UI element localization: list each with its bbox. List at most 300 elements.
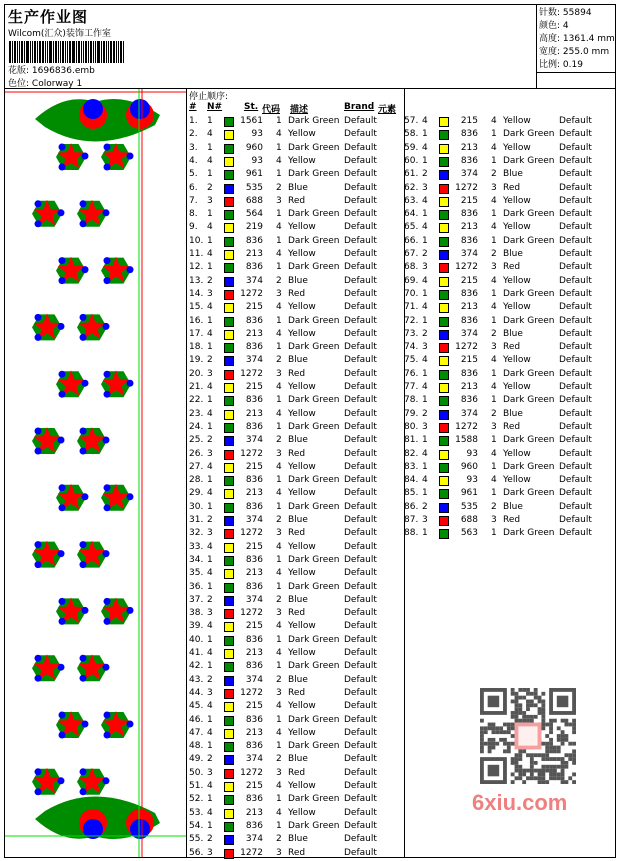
table-row — [404, 315, 616, 328]
needle-number: 4 — [422, 116, 428, 126]
row-index: 86. — [404, 501, 419, 512]
color-swatch — [439, 250, 449, 260]
color-swatch — [439, 476, 449, 486]
needle-number: 1 — [422, 235, 428, 246]
color-description: Yellow — [503, 275, 531, 286]
table-row — [404, 434, 616, 447]
table-row — [189, 115, 401, 128]
needle-number: 2 — [422, 328, 428, 339]
color-description: Red — [288, 687, 306, 698]
stitch-count: 213 — [245, 328, 263, 339]
stitch-count: 836 — [460, 129, 478, 140]
table-row — [404, 288, 616, 301]
row-index: 82. — [404, 448, 419, 459]
needle-number: 3 — [207, 288, 213, 299]
needle-number: 4 — [207, 781, 213, 791]
table-row — [404, 195, 616, 208]
needle-number: 1 — [207, 116, 213, 126]
color-code: 3 — [276, 528, 282, 539]
needle-number: 4 — [207, 648, 213, 658]
color-code: 2 — [276, 355, 282, 366]
row-index: 60. — [404, 155, 419, 166]
color-code: 3 — [276, 687, 282, 698]
stitch-count: 961 — [245, 169, 263, 180]
stitches-info: 针数: 55894 — [539, 8, 592, 18]
needle-number: 1 — [207, 820, 213, 831]
color-swatch — [224, 543, 234, 553]
color-description: Red — [288, 368, 306, 379]
table-row — [189, 541, 401, 554]
brand: Default — [344, 382, 377, 392]
brand: Default — [559, 461, 592, 472]
brand: Default — [559, 408, 592, 419]
color-swatch — [439, 450, 449, 460]
color-description: Yellow — [288, 701, 316, 712]
color-swatch — [224, 343, 234, 353]
color-swatch — [224, 277, 234, 287]
needle-number: 4 — [207, 155, 213, 166]
color-description: Red — [288, 847, 306, 858]
stitch-count: 215 — [245, 701, 263, 712]
stitch-count: 836 — [245, 794, 263, 805]
color-description: Yellow — [288, 155, 316, 166]
brand: Default — [344, 488, 377, 499]
color-code: 2 — [276, 515, 282, 525]
stitch-count: 836 — [245, 421, 263, 432]
needle-number: 4 — [207, 129, 213, 140]
stitch-count: 836 — [245, 262, 263, 273]
row-index: 5. — [189, 169, 198, 180]
color-description: Dark Green — [503, 209, 555, 220]
needle-number: 2 — [422, 501, 428, 512]
row-index: 66. — [404, 235, 419, 246]
color-swatch — [224, 702, 234, 712]
color-code: 1 — [491, 435, 497, 446]
color-code: 2 — [276, 594, 282, 605]
color-swatch — [439, 277, 449, 287]
color-description: Blue — [503, 408, 523, 419]
color-description: Dark Green — [288, 581, 340, 592]
color-code: 1 — [491, 368, 497, 379]
color-description: Yellow — [288, 807, 316, 818]
row-index: 50. — [189, 767, 204, 778]
stitch-count: 1272 — [240, 288, 263, 299]
color-description: Yellow — [503, 142, 531, 153]
watermark-qr — [470, 680, 588, 820]
needle-number: 4 — [422, 222, 428, 233]
stitch-count: 1272 — [455, 421, 478, 432]
table-row — [189, 740, 401, 753]
color-description: Red — [288, 608, 306, 619]
color-description: Yellow — [288, 302, 316, 313]
needle-number: 2 — [207, 754, 213, 765]
needle-number: 1 — [422, 155, 428, 166]
brand: Default — [559, 328, 592, 339]
row-index: 35. — [189, 568, 204, 579]
table-row — [404, 527, 616, 540]
color-code: 3 — [491, 262, 497, 273]
table-row — [189, 714, 401, 727]
row-index: 13. — [189, 275, 204, 286]
row-index: 84. — [404, 475, 419, 486]
needle-number: 1 — [422, 461, 428, 472]
brand: Default — [344, 794, 377, 805]
stitch-count: 836 — [245, 581, 263, 592]
stitch-count: 213 — [460, 222, 478, 233]
color-swatch — [224, 370, 234, 380]
brand: Default — [344, 701, 377, 712]
color-code: 1 — [276, 820, 282, 831]
color-code: 1 — [276, 342, 282, 353]
color-description: Red — [503, 262, 521, 273]
stitch-count: 564 — [245, 209, 263, 220]
row-index: 51. — [189, 781, 204, 791]
color-description: Dark Green — [288, 661, 340, 672]
brand: Default — [559, 421, 592, 432]
brand: Default — [344, 515, 377, 525]
needle-number: 3 — [422, 515, 428, 525]
stitch-count: 215 — [460, 116, 478, 126]
color-description: Dark Green — [503, 395, 555, 406]
table-row — [404, 142, 616, 155]
col-header-index: # — [189, 102, 197, 112]
needle-number: 1 — [207, 475, 213, 486]
needle-number: 2 — [207, 435, 213, 446]
table-row — [189, 301, 401, 314]
color-code: 4 — [491, 475, 497, 486]
table-row — [189, 820, 401, 833]
needle-number: 2 — [422, 249, 428, 259]
row-index: 3. — [189, 142, 198, 153]
table-row — [189, 341, 401, 354]
table-row — [189, 807, 401, 820]
brand: Default — [344, 767, 377, 778]
color-swatch — [439, 223, 449, 233]
color-description: Yellow — [503, 355, 531, 366]
color-code: 1 — [491, 461, 497, 472]
brand: Default — [344, 395, 377, 406]
color-swatch — [224, 649, 234, 659]
brand: Default — [344, 687, 377, 698]
brand: Default — [344, 222, 377, 233]
table-row — [189, 660, 401, 673]
color-description: Dark Green — [288, 501, 340, 512]
table-row — [189, 275, 401, 288]
col-header-description: 描述 — [290, 105, 309, 115]
needle-number: 3 — [207, 687, 213, 698]
color-swatch — [439, 330, 449, 340]
brand: Default — [344, 568, 377, 579]
row-index: 80. — [404, 421, 419, 432]
color-code: 1 — [276, 634, 282, 645]
stitch-count: 1272 — [240, 368, 263, 379]
color-description: Dark Green — [288, 209, 340, 220]
row-index: 1. — [189, 116, 198, 126]
needle-number: 3 — [207, 847, 213, 858]
row-index: 85. — [404, 488, 419, 499]
row-index: 61. — [404, 169, 419, 180]
brand: Default — [344, 182, 377, 193]
color-swatch — [224, 636, 234, 646]
needle-number: 1 — [207, 554, 213, 565]
brand: Default — [344, 249, 377, 259]
needle-number: 1 — [207, 142, 213, 153]
embroidery-preview-canvas — [5, 89, 186, 857]
row-index: 74. — [404, 342, 419, 353]
color-code: 4 — [491, 195, 497, 206]
row-index: 19. — [189, 355, 204, 366]
stitch-count: 93 — [466, 448, 478, 459]
row-index: 49. — [189, 754, 204, 765]
stitch-count: 836 — [460, 368, 478, 379]
needle-number: 4 — [207, 568, 213, 579]
table-row — [404, 221, 616, 234]
brand: Default — [344, 754, 377, 765]
color-code: 2 — [276, 275, 282, 286]
needle-number: 1 — [207, 395, 213, 406]
color-description: Dark Green — [288, 794, 340, 805]
stitch-count: 374 — [245, 674, 263, 685]
color-swatch — [224, 676, 234, 686]
row-index: 17. — [189, 328, 204, 339]
row-index: 58. — [404, 129, 419, 140]
color-description: Dark Green — [288, 235, 340, 246]
color-code: 4 — [276, 129, 282, 140]
stitch-count: 93 — [251, 155, 263, 166]
color-code: 4 — [276, 648, 282, 658]
brand: Default — [559, 488, 592, 499]
row-index: 38. — [189, 608, 204, 619]
brand: Default — [559, 275, 592, 286]
color-swatch — [224, 237, 234, 247]
color-description: Yellow — [503, 195, 531, 206]
col-header-brand: Brand — [344, 102, 375, 112]
color-swatch — [224, 184, 234, 194]
table-row — [189, 155, 401, 168]
table-row — [404, 182, 616, 195]
row-index: 29. — [189, 488, 204, 499]
stitch-count: 535 — [245, 182, 263, 193]
brand: Default — [344, 541, 377, 552]
color-swatch — [439, 197, 449, 207]
brand: Default — [344, 302, 377, 313]
row-index: 24. — [189, 421, 204, 432]
brand: Default — [344, 741, 377, 752]
color-code: 4 — [276, 408, 282, 419]
needle-number: 2 — [207, 515, 213, 525]
color-code: 3 — [276, 847, 282, 858]
color-code: 2 — [491, 408, 497, 419]
table-row — [189, 381, 401, 394]
color-code: 4 — [276, 781, 282, 791]
stitch-count: 374 — [245, 435, 263, 446]
brand: Default — [559, 182, 592, 193]
color-description: Yellow — [288, 328, 316, 339]
needle-number: 4 — [422, 275, 428, 286]
color-swatch — [224, 330, 234, 340]
color-code: 3 — [491, 515, 497, 525]
needle-number: 4 — [207, 807, 213, 818]
color-swatch — [439, 343, 449, 353]
color-code: 3 — [276, 608, 282, 619]
color-description: Dark Green — [503, 129, 555, 140]
row-index: 6. — [189, 182, 198, 193]
table-row — [189, 780, 401, 793]
color-code: 2 — [491, 328, 497, 339]
color-swatch — [439, 263, 449, 273]
color-code: 1 — [276, 421, 282, 432]
color-swatch — [224, 596, 234, 606]
brand: Default — [344, 448, 377, 459]
row-index: 40. — [189, 634, 204, 645]
color-swatch — [439, 503, 449, 513]
stitch-count: 215 — [245, 382, 263, 392]
table-row — [404, 394, 616, 407]
table-row — [404, 275, 616, 288]
color-swatch — [439, 410, 449, 420]
needle-number: 1 — [422, 368, 428, 379]
row-index: 73. — [404, 328, 419, 339]
color-code: 1 — [276, 142, 282, 153]
color-code: 3 — [276, 368, 282, 379]
color-swatch — [224, 130, 234, 140]
color-swatch — [224, 503, 234, 513]
brand: Default — [559, 475, 592, 486]
needle-number: 3 — [207, 195, 213, 206]
row-index: 59. — [404, 142, 419, 153]
color-description: Dark Green — [288, 315, 340, 326]
stitch-count: 213 — [245, 488, 263, 499]
color-description: Red — [288, 767, 306, 778]
color-description: Blue — [503, 328, 523, 339]
row-index: 4. — [189, 155, 198, 166]
needle-number: 2 — [422, 169, 428, 180]
stitch-count: 213 — [245, 249, 263, 259]
table-row — [404, 514, 616, 527]
needle-number: 1 — [207, 262, 213, 273]
color-swatch — [439, 463, 449, 473]
stitch-count: 1272 — [455, 342, 478, 353]
table-row — [189, 288, 401, 301]
color-description: Yellow — [288, 222, 316, 233]
color-code: 1 — [276, 262, 282, 273]
color-description: Dark Green — [288, 554, 340, 565]
stitch-count: 93 — [466, 475, 478, 486]
color-description: Dark Green — [503, 235, 555, 246]
table-row — [404, 235, 616, 248]
color-swatch — [439, 290, 449, 300]
stitch-count: 1272 — [455, 262, 478, 273]
stitch-count: 961 — [460, 488, 478, 499]
row-index: 41. — [189, 648, 204, 658]
color-description: Yellow — [503, 302, 531, 313]
col-header-code: 代码 — [262, 105, 281, 115]
table-row — [189, 195, 401, 208]
color-swatch — [439, 144, 449, 154]
brand: Default — [344, 209, 377, 220]
stitch-count: 1272 — [240, 448, 263, 459]
stitch-count: 836 — [460, 395, 478, 406]
stitch-count: 213 — [245, 408, 263, 419]
color-swatch — [224, 423, 234, 433]
row-index: 28. — [189, 475, 204, 486]
row-index: 68. — [404, 262, 419, 273]
row-index: 76. — [404, 368, 419, 379]
needle-number: 4 — [422, 475, 428, 486]
row-index: 43. — [189, 674, 204, 685]
needle-number: 1 — [207, 741, 213, 752]
row-index: 71. — [404, 302, 419, 313]
row-index: 75. — [404, 355, 419, 366]
stitch-count: 1561 — [240, 116, 263, 126]
colorway-value: Colorway 1 — [31, 79, 83, 89]
needle-number: 3 — [207, 528, 213, 539]
needle-number: 4 — [422, 142, 428, 153]
color-code: 1 — [491, 488, 497, 499]
needle-number: 4 — [207, 249, 213, 259]
needle-number: 4 — [207, 541, 213, 552]
color-swatch — [224, 489, 234, 499]
table-row — [404, 301, 616, 314]
design-file-line — [8, 63, 95, 76]
color-swatch — [224, 569, 234, 579]
needle-number: 1 — [422, 209, 428, 220]
color-swatch — [224, 476, 234, 486]
stitch-count: 374 — [460, 328, 478, 339]
color-swatch — [224, 383, 234, 393]
color-code: 4 — [276, 807, 282, 818]
table-row — [189, 421, 401, 434]
brand: Default — [344, 408, 377, 419]
needle-number: 4 — [422, 302, 428, 313]
brand: Default — [344, 727, 377, 738]
table-row — [404, 354, 616, 367]
brand: Default — [344, 129, 377, 140]
table-row — [404, 408, 616, 421]
qr-code-icon — [480, 688, 576, 784]
needle-number: 1 — [207, 315, 213, 326]
stitch-count: 836 — [245, 554, 263, 565]
color-code: 4 — [491, 302, 497, 313]
needle-number: 3 — [207, 608, 213, 619]
stitch-count: 213 — [460, 302, 478, 313]
stitch-count: 836 — [245, 634, 263, 645]
needle-number: 2 — [207, 834, 213, 845]
color-code: 1 — [491, 129, 497, 140]
color-code: 4 — [491, 222, 497, 233]
design-file-value: 1696836.emb — [31, 66, 95, 76]
color-code: 2 — [491, 249, 497, 259]
needle-number: 1 — [207, 581, 213, 592]
needle-number: 4 — [422, 355, 428, 366]
brand: Default — [559, 302, 592, 313]
color-code: 1 — [491, 315, 497, 326]
needle-number: 4 — [207, 727, 213, 738]
table-row — [189, 527, 401, 540]
color-description: Yellow — [288, 621, 316, 632]
color-code: 1 — [276, 661, 282, 672]
color-description: Red — [503, 421, 521, 432]
color-code: 2 — [276, 182, 282, 193]
color-code: 1 — [276, 554, 282, 565]
needle-number: 1 — [422, 315, 428, 326]
brand: Default — [344, 781, 377, 791]
brand: Default — [559, 395, 592, 406]
color-swatch — [224, 662, 234, 672]
stitch-count: 535 — [460, 501, 478, 512]
row-index: 27. — [189, 461, 204, 472]
stitch-count: 688 — [245, 195, 263, 206]
